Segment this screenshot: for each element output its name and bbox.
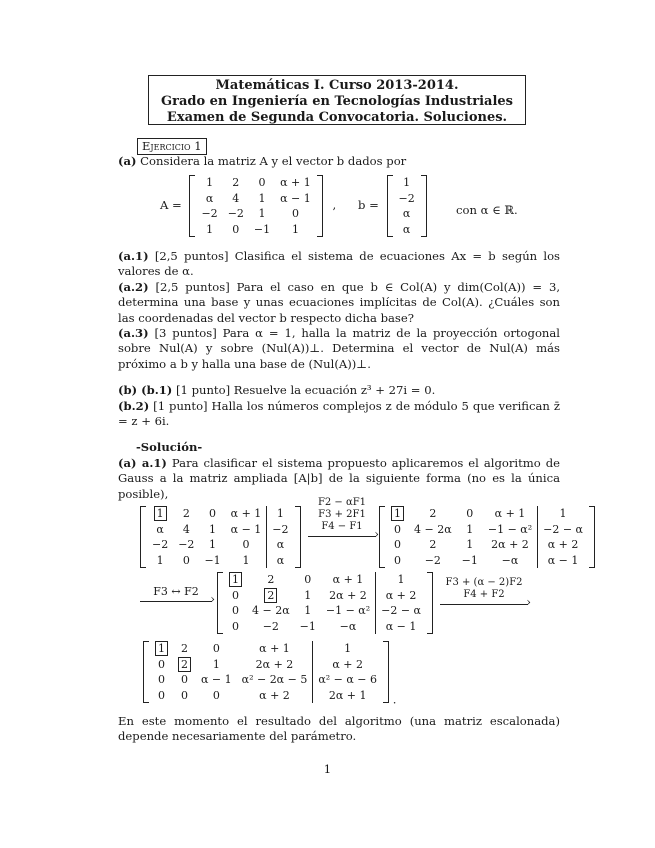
op-4: F3 + (α − 2)F2 (445, 577, 523, 588)
matrix-entry: 0 (212, 688, 220, 702)
matrix-cell (173, 641, 196, 657)
matrix-entry: 2 (182, 507, 190, 520)
matrix-entry: 0 (232, 604, 239, 617)
matrix-cell (224, 603, 247, 619)
matrix-cell (249, 206, 275, 222)
solution-intro-label: (a) a.1) (118, 456, 167, 470)
matrix-cell (196, 175, 222, 191)
matrix-cell (196, 688, 237, 704)
matrix-row (386, 553, 588, 569)
matrix-cell (538, 522, 588, 538)
matrix-entry: α (205, 191, 214, 205)
matrix-entry: −2 (227, 207, 244, 220)
matrix-entry: 2 (181, 642, 188, 655)
matrix-entry: −2 (201, 207, 218, 220)
matrix-cell (247, 572, 295, 588)
matrix-cell (321, 572, 376, 588)
matrix-entry: −1 (204, 553, 221, 567)
matrix-entry: 1 (212, 657, 220, 671)
question-b2 (118, 399, 560, 430)
matrix-entry: 1 (304, 604, 312, 617)
matrix-entry: −2 − α (543, 522, 583, 536)
matrix-cell (247, 603, 295, 619)
matrix-entry: 0 (158, 688, 165, 702)
matrix-cell (249, 191, 275, 207)
alpha-condition: con α ∈ ℝ. (456, 203, 518, 217)
matrix-row (394, 222, 420, 238)
matrix-row (147, 537, 294, 553)
matrix-cell (226, 506, 267, 522)
matrix-entry: −α (501, 553, 519, 567)
matrix-row (394, 206, 420, 222)
matrix-cell (237, 641, 313, 657)
matrix-cell (173, 522, 199, 538)
matrix-cell (457, 506, 483, 522)
matrix-row (196, 191, 315, 207)
matrix-a-label: A = (160, 198, 182, 213)
matrix-cell (173, 553, 199, 569)
matrix-row (147, 522, 294, 538)
augmented-matrix-4 (143, 641, 389, 703)
matrix-entry: 2 (429, 538, 437, 551)
matrix-cell (199, 537, 225, 553)
matrix-row (386, 506, 588, 522)
matrix-cell (147, 553, 173, 569)
matrix-entry: 2 (267, 573, 275, 586)
matrix-entry: α + 2 (259, 688, 290, 702)
solution-intro (118, 456, 560, 502)
step2-swap-operation (140, 586, 212, 602)
matrix-cell (147, 506, 173, 522)
question-a3-text: [3 puntos] Para α = 1, halla la matriz de la proyección ortogonal sobre Nul(A) y sobre (Nul(A))⊥. Determina el vector de Nul(A) más próximo a b y halla una base de (Nul(A))⊥. (118, 326, 561, 371)
augmented-matrix-1 (140, 506, 301, 568)
header-line-3: Examen de Segunda Convocatoria. Soluciones. (166, 110, 508, 125)
matrix-entry: 4 (232, 191, 240, 205)
matrix-cell (313, 657, 382, 673)
matrix-cell (199, 553, 225, 569)
matrix-cell (223, 191, 249, 207)
matrix-cell (224, 619, 247, 635)
matrix-row (150, 657, 382, 673)
matrix-cell (386, 506, 409, 522)
matrix-cell (457, 553, 483, 569)
matrix-entry: −1 (253, 222, 271, 236)
matrix-entry: 2 (429, 507, 437, 520)
question-b1-label: (b) (b.1) (118, 383, 173, 397)
matrix-row (224, 619, 426, 635)
matrix-row (150, 688, 382, 704)
matrix-entry: 0 (394, 538, 401, 551)
matrix-entry: 4 − 2α (252, 604, 290, 617)
exam-header (148, 75, 526, 125)
matrix-cell (226, 537, 267, 553)
step2-matrix (217, 572, 433, 638)
arrow-right-icon (440, 604, 528, 605)
matrix-entry: −1 − α² (325, 604, 371, 617)
matrix-cell (538, 553, 588, 569)
matrix-entry: 0 (304, 573, 312, 586)
matrix-cell (275, 175, 316, 191)
pivot-entry: 1 (391, 506, 404, 521)
matrix-cell (538, 537, 588, 553)
question-b1 (118, 383, 560, 398)
matrix-cell (409, 522, 457, 538)
matrix-a-block: A = 1 2 0 α + 1 α 4 1 α − 1 −2 −2 1 0 1 0 −1 1 , (160, 176, 337, 236)
augmented-matrix-3 (217, 572, 433, 634)
matrix-cell (196, 657, 237, 673)
matrix-cell (267, 553, 294, 569)
matrix-cell (483, 522, 538, 538)
pivot-entry: 1 (229, 572, 242, 587)
matrix-entry: 1 (397, 573, 405, 586)
part-a-label: (a) (118, 154, 137, 168)
header-line-2: Grado en Ingeniería en Tecnologías Industriales (161, 94, 513, 109)
question-a2-label: (a.2) (118, 280, 149, 294)
matrix-cell (457, 522, 483, 538)
question-a2 (118, 280, 560, 326)
matrix-cell (313, 641, 382, 657)
matrix-entry: 1 (258, 191, 266, 205)
matrix-entry: 2α + 1 (328, 688, 367, 702)
question-a3-label: (a.3) (118, 326, 149, 340)
matrix-cell (538, 506, 588, 522)
step3-end: . (392, 692, 397, 707)
matrix-entry: 0 (158, 657, 165, 671)
matrix-cell (173, 537, 199, 553)
matrix-row (386, 522, 588, 538)
matrix-cell (226, 522, 267, 538)
matrix-cell (376, 603, 426, 619)
solution-intro-text: Para clasificar el sistema propuesto aplicaremos el algoritmo de Gauss a la matriz ampliada [A|b] de la siguiente forma (no es la única posible), (118, 456, 560, 501)
matrix-cell (237, 672, 313, 688)
matrix-entry: α − 1 (230, 522, 262, 536)
matrix-cell (267, 506, 294, 522)
matrix-entry: α + 1 (259, 642, 290, 655)
matrix-entry: α (402, 207, 411, 220)
matrix-entry: 0 (181, 688, 188, 702)
matrix-entry: 0 (232, 222, 240, 236)
question-b2-text: [1 punto] Halla los números complejos z de módulo 5 que verifican z̄ = z + 6i. (118, 399, 560, 429)
vector-b-table (394, 175, 420, 237)
matrix-entry: α − 1 (547, 553, 579, 567)
question-b2-label: (b.2) (118, 399, 150, 413)
matrix-cell (150, 641, 173, 657)
solution-title: -Solución- (136, 440, 203, 454)
matrix-entry: α (402, 222, 411, 236)
matrix-entry: 1 (344, 642, 352, 655)
matrix-cell (267, 537, 294, 553)
matrix-entry: α + 1 (230, 507, 262, 520)
matrix-cell (237, 688, 313, 704)
matrix-cell (199, 522, 225, 538)
matrix-entry: −2 (178, 538, 195, 551)
op-2: F3 + 2F1 (318, 509, 366, 520)
question-b1-text: [1 punto] Resuelve la ecuación z³ + 27i = 0. (175, 383, 436, 397)
matrix-cell (409, 506, 457, 522)
matrix-cell (386, 537, 409, 553)
matrix-entry: 0 (212, 642, 220, 655)
matrix-entry: 2α + 2 (255, 657, 294, 671)
matrix-entry: 2α + 2 (491, 538, 529, 551)
matrix-entry: 1 (156, 553, 164, 567)
matrix-entry: 1 (403, 176, 411, 189)
matrix-entry: 0 (232, 588, 239, 602)
matrix-cell (483, 506, 538, 522)
matrix-entry: α (276, 538, 285, 551)
matrix-entry: 1 (466, 522, 474, 536)
matrix-entry: α (156, 522, 164, 536)
matrix-cell (295, 603, 321, 619)
matrix-cell (173, 688, 196, 704)
pivot-entry: 2 (178, 657, 191, 672)
matrix-entry: α² − 2α − 5 (241, 673, 308, 686)
matrix-cell (226, 553, 267, 569)
matrix-cell (394, 175, 420, 191)
matrix-cell (321, 619, 376, 635)
matrix-cell (409, 553, 457, 569)
matrix-cell (224, 572, 247, 588)
page-number: 1 (323, 762, 332, 776)
matrix-cell (295, 619, 321, 635)
matrix-cell (223, 206, 249, 222)
op-swap: F3 ↔ F2 (153, 585, 199, 598)
matrix-cell (196, 672, 237, 688)
matrix-cell (196, 206, 222, 222)
matrix-row (196, 206, 315, 222)
part-a-text: Considera la matriz A y el vector b dados por (140, 154, 407, 168)
matrix-cell (224, 588, 247, 604)
matrix-cell (394, 191, 420, 207)
matrix-row (224, 572, 426, 588)
matrix-entry: 1 (206, 222, 214, 236)
matrix-cell (147, 522, 173, 538)
matrix-entry: 0 (182, 553, 190, 567)
matrix-cell (223, 222, 249, 238)
matrix-entry: −1 − α² (487, 522, 533, 536)
matrix-entry: 1 (466, 538, 474, 551)
matrix-row (147, 553, 294, 569)
matrix-entry: −α (339, 619, 357, 633)
matrix-row (224, 588, 426, 604)
arrow-right-icon (308, 536, 376, 537)
matrix-entry: −1 (461, 553, 478, 567)
matrix-cell (483, 537, 538, 553)
matrix-entry: α − 1 (201, 673, 232, 686)
closing-text: En este momento el resultado del algoritmo (una matriz escalonada) depende necesariamente del parámetro. (118, 714, 560, 744)
op-3: F4 − F1 (321, 521, 363, 532)
matrix-cell (386, 522, 409, 538)
matrix-entry: 0 (291, 207, 299, 220)
matrix-row (224, 603, 426, 619)
matrix-cell (196, 222, 222, 238)
part-a-intro (118, 154, 560, 169)
op-1: F2 − αF1 (317, 497, 367, 508)
matrix-cell (173, 657, 196, 673)
matrix-entry: 4 (182, 522, 190, 536)
matrix-cell (376, 572, 426, 588)
matrix-entry: −2 (272, 522, 289, 536)
matrix-entry: −2 (398, 191, 415, 205)
arrow-right-icon (140, 601, 212, 602)
matrix-entry: 0 (209, 507, 217, 520)
matrix-entry: 1 (304, 588, 312, 602)
matrix-entry: 0 (232, 619, 239, 633)
matrix-entry: 2α + 2 (329, 588, 367, 602)
step1-matrix-right (379, 506, 595, 572)
matrix-entry: α + 1 (280, 176, 311, 189)
matrix-cell (247, 619, 295, 635)
matrix-entry: −2 (262, 619, 279, 633)
matrix-entry: −2 (152, 538, 169, 551)
matrix-cell (249, 222, 275, 238)
step3-matrix (143, 641, 396, 708)
matrix-cell (199, 506, 225, 522)
question-a1 (118, 249, 560, 280)
matrix-entry: 1 (258, 207, 266, 220)
matrix-entry: −2 − α (381, 604, 421, 617)
pivot-entry: 1 (154, 506, 167, 521)
matrix-cell (457, 537, 483, 553)
pivot-entry: 1 (155, 641, 168, 656)
matrix-entry: 1 (209, 538, 217, 551)
matrix-cell (196, 641, 237, 657)
matrix-row (147, 506, 294, 522)
header-line-1: Matemáticas I. Curso 2013-2014. (215, 78, 459, 93)
augmented-matrix-2 (379, 506, 595, 568)
matrix-cell (147, 537, 173, 553)
matrix-cell (223, 175, 249, 191)
matrix-entry: 1 (291, 222, 299, 236)
matrix-entry: 0 (394, 522, 401, 536)
pivot-entry: 2 (264, 588, 277, 603)
matrix-cell (275, 191, 316, 207)
matrix-entry: 0 (394, 553, 401, 567)
question-a1-label: (a.1) (118, 249, 149, 263)
matrix-cell (394, 206, 420, 222)
matrix-entry: α + 2 (332, 657, 363, 671)
question-a3 (118, 326, 560, 372)
question-a2-text: [2,5 puntos] Para el caso en que b ∈ Col(A) y dim(Col(A)) = 3, determina una base y unas ecuaciones implícitas de Col(A). ¿Cuáles son las coordenadas del vector b respecto dicha base? (118, 280, 561, 325)
matrix-cell (150, 657, 173, 673)
matrix-entry: 1 (276, 507, 284, 520)
matrix-cell (295, 588, 321, 604)
matrix-cell (247, 588, 295, 604)
matrix-entry: α + 1 (494, 507, 526, 520)
matrix-entry: α − 1 (280, 191, 311, 205)
matrix-cell (275, 206, 316, 222)
matrix-row (386, 537, 588, 553)
vector-b-label: b = (358, 198, 379, 213)
exercise-label: Ejercicio 1 (137, 138, 207, 155)
matrix-row (394, 175, 420, 191)
matrix-entry: α² − α − 6 (318, 673, 378, 686)
op-5: F4 + F2 (463, 589, 505, 600)
matrix-row (394, 191, 420, 207)
matrix-entry: 0 (242, 538, 250, 551)
matrix-entry: 1 (242, 553, 250, 567)
matrix-cell (267, 522, 294, 538)
question-a1-text: [2,5 puntos] Clasifica el sistema de ecuaciones Ax = b según los valores de α. (118, 249, 560, 279)
matrix-entry: 0 (258, 176, 266, 189)
matrix-cell (394, 222, 420, 238)
matrix-entry: 0 (158, 673, 165, 686)
matrix-cell (313, 672, 382, 688)
matrix-cell (150, 688, 173, 704)
matrix-cell (295, 572, 321, 588)
matrix-cell (196, 191, 222, 207)
matrix-entry: 1 (559, 507, 567, 520)
step1-matrix-left (140, 506, 301, 572)
matrix-cell (313, 688, 382, 704)
matrix-row (150, 641, 382, 657)
matrix-row (196, 175, 315, 191)
matrix-cell (386, 553, 409, 569)
matrix-cell (275, 222, 316, 238)
matrix-cell (249, 175, 275, 191)
matrix-cell (376, 588, 426, 604)
matrix-entry: α + 1 (332, 573, 364, 586)
matrix-cell (237, 657, 313, 673)
matrix-entry: α − 1 (385, 619, 417, 633)
matrix-entry: 1 (206, 176, 214, 189)
matrix-entry: 2 (232, 176, 240, 189)
step1-operations (308, 497, 376, 537)
matrix-entry: α + 2 (385, 588, 417, 602)
matrix-row (150, 672, 382, 688)
matrix-cell (376, 619, 426, 635)
matrix-cell (321, 588, 376, 604)
matrix-entry: α + 2 (547, 538, 579, 551)
matrix-cell (173, 672, 196, 688)
vector-b-block (358, 175, 427, 237)
matrix-cell (321, 603, 376, 619)
matrix-entry: α (276, 553, 285, 567)
matrix-a (189, 175, 322, 237)
matrix-cell (409, 537, 457, 553)
matrix-entry: 0 (466, 507, 474, 520)
matrix-cell (483, 553, 538, 569)
matrix-entry: −1 (299, 619, 316, 633)
matrix-a-table (196, 175, 315, 237)
step2-operations (440, 577, 528, 605)
matrix-row (196, 222, 315, 238)
matrix-entry: 0 (181, 673, 188, 686)
vector-b (387, 175, 427, 237)
matrix-entry: −2 (424, 553, 441, 567)
matrix-cell (173, 506, 199, 522)
matrix-entry: 1 (209, 522, 217, 536)
matrix-entry: 4 − 2α (414, 522, 452, 536)
matrix-cell (150, 672, 173, 688)
